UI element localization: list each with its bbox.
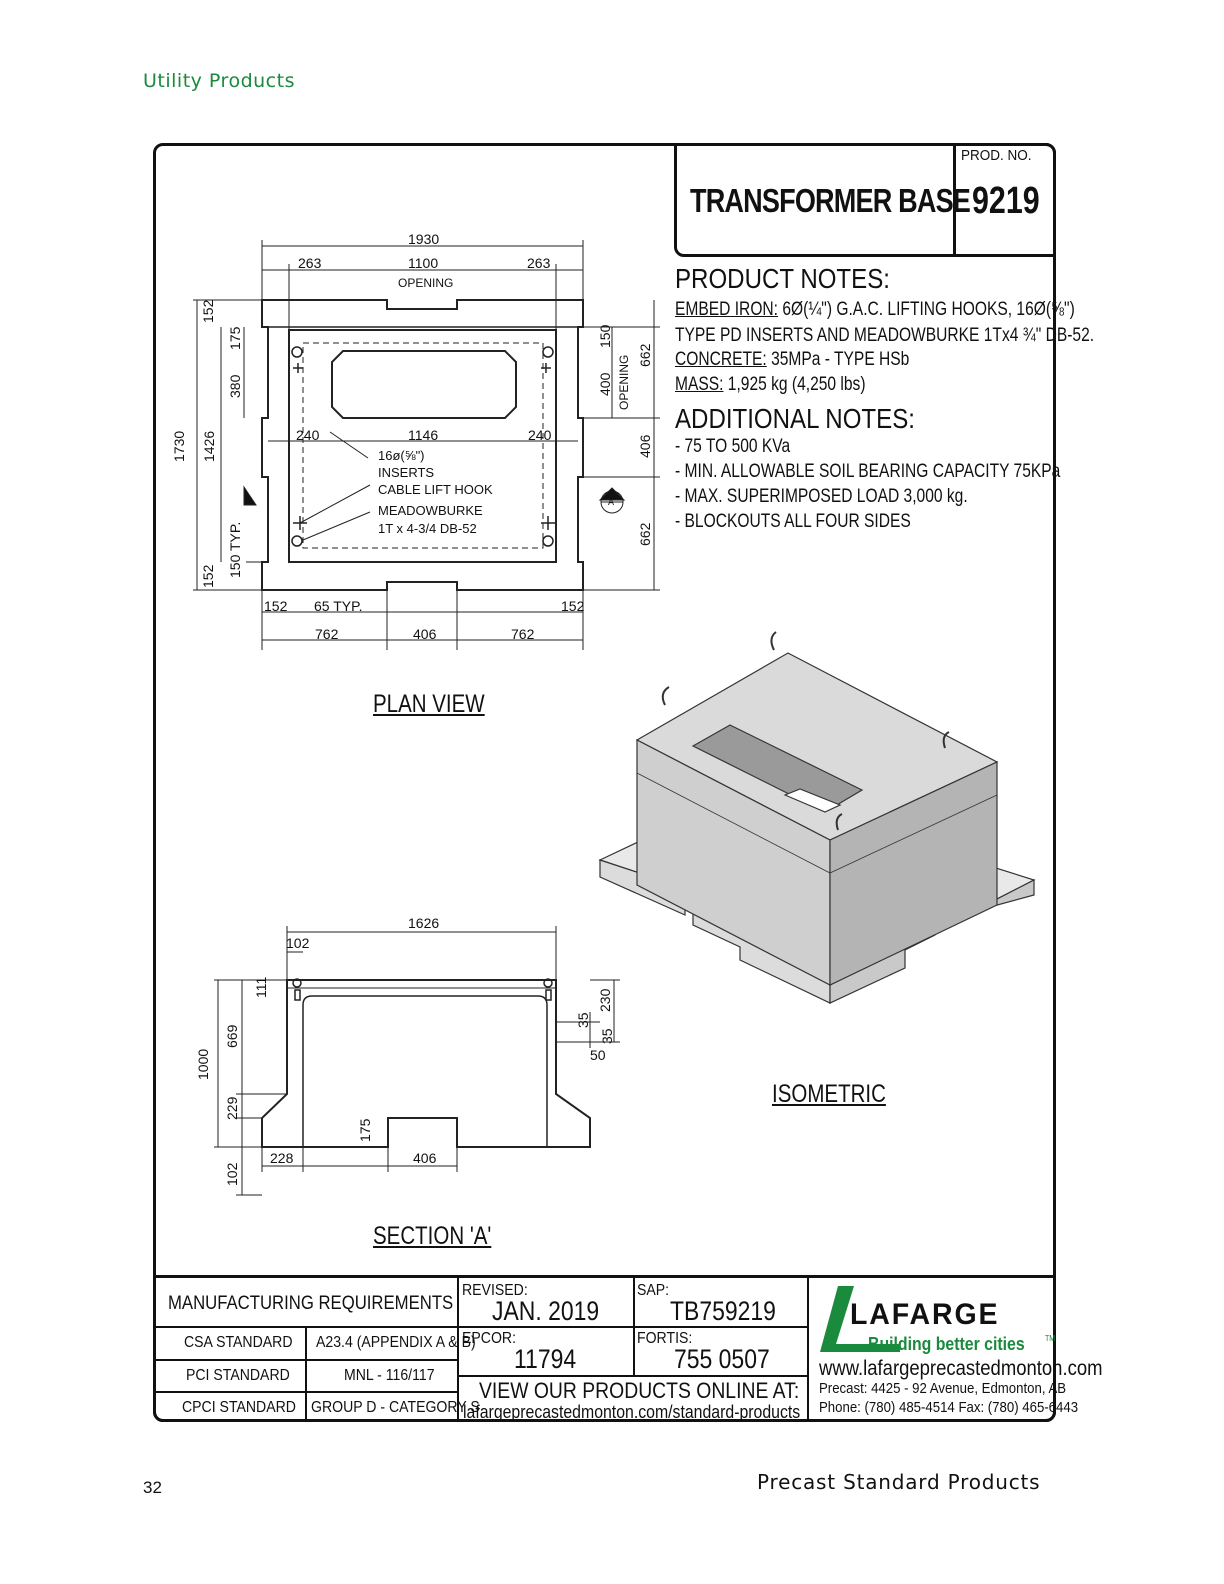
section-outline <box>262 980 590 1147</box>
dim-175: 175 <box>227 326 243 350</box>
isometric-view <box>600 632 1034 1003</box>
sap-label: SAP: <box>637 1282 670 1299</box>
dim-102: 102 <box>224 1162 240 1186</box>
additional-note: - MIN. ALLOWABLE SOIL BEARING CAPACITY 75KPa <box>675 461 1061 482</box>
dim-opening: OPENING <box>398 276 454 290</box>
insert-icon <box>292 536 302 546</box>
plan-opening <box>332 351 516 418</box>
callout-insert-size: 16ø(⅝") <box>378 448 425 463</box>
pci-value: MNL - 116/117 <box>344 1367 435 1384</box>
dim-406: 406 <box>637 434 653 458</box>
fortis-label: FORTIS: <box>637 1330 693 1347</box>
additional-notes-heading: ADDITIONAL NOTES: <box>675 403 915 434</box>
epcor-label: EPCOR: <box>462 1330 516 1347</box>
dim-150-typ: 150 TYP. <box>227 521 243 578</box>
dim-263: 263 <box>527 255 551 271</box>
dim-400: 400 <box>597 372 613 396</box>
drawing-title: TRANSFORMER BASE <box>690 182 971 219</box>
address: Precast: 4425 - 92 Avenue, Edmonton, AB <box>819 1380 1067 1397</box>
product-notes-heading: PRODUCT NOTES: <box>675 263 890 294</box>
callout-inserts: INSERTS <box>378 465 435 480</box>
dim-35: 35 <box>599 1028 615 1044</box>
dim-152: 152 <box>264 598 288 614</box>
brand-tagline: Building better cities <box>868 1334 1025 1354</box>
dim-762: 762 <box>315 626 339 642</box>
dim-662: 662 <box>637 343 653 367</box>
prod-no-label: PROD. NO. <box>961 147 1032 164</box>
cpci-value: GROUP D - CATEGORY S <box>311 1399 480 1416</box>
fortis-value: 755 0507 <box>674 1344 770 1374</box>
footer-table <box>153 1275 1103 1422</box>
dim-669: 669 <box>224 1024 240 1048</box>
hook-icon <box>293 363 303 373</box>
dim-406: 406 <box>413 626 437 642</box>
dim-65-typ: 65 TYP. <box>314 598 363 614</box>
dim-102: 102 <box>286 935 310 951</box>
dim-263: 263 <box>298 255 322 271</box>
cpci-label: CPCI STANDARD <box>182 1399 296 1416</box>
dim-240: 240 <box>528 427 552 443</box>
additional-note: - 75 TO 500 KVa <box>675 436 791 457</box>
dim-1426: 1426 <box>201 430 217 462</box>
dim-152: 152 <box>200 564 216 588</box>
embed-iron-text-2: TYPE PD INSERTS AND MEADOWBURKE 1Tx4 ¾" DB-52. <box>675 325 1095 346</box>
epcor-value: 11794 <box>514 1344 577 1374</box>
dim-150: 150 <box>597 324 613 348</box>
csa-label: CSA STANDARD <box>184 1334 293 1351</box>
dim-380: 380 <box>227 374 243 398</box>
section-header: Utility Products <box>143 70 295 92</box>
isometric-label: ISOMETRIC <box>772 1080 886 1108</box>
dim-1626: 1626 <box>408 915 440 931</box>
sap-value: TB759219 <box>670 1296 776 1326</box>
dim-1000: 1000 <box>195 1048 211 1080</box>
concrete-text: 35MPa - TYPE HSb <box>766 349 910 370</box>
additional-note: - BLOCKOUTS ALL FOUR SIDES <box>675 511 911 532</box>
section-a-label: SECTION 'A' <box>373 1222 492 1250</box>
brand-name: LAFARGE <box>850 1298 1000 1331</box>
csa-value: A23.4 (APPENDIX A & B) <box>316 1334 476 1351</box>
lift-hook-icon <box>771 632 776 650</box>
lift-hook-icon <box>663 687 669 705</box>
section-inner <box>303 996 547 1147</box>
insert-icon <box>295 990 300 1000</box>
dim-1730: 1730 <box>171 430 187 462</box>
insert-icon <box>546 990 551 1000</box>
callout-cable-lift-hook: CABLE LIFT HOOK <box>378 482 493 497</box>
mass-label: MASS: <box>675 374 724 395</box>
dim-152: 152 <box>561 598 585 614</box>
dim-111: 111 <box>253 976 269 998</box>
dim-opening-v: OPENING <box>617 354 631 410</box>
prod-no: 9219 <box>972 180 1040 222</box>
revised-value: JAN. 2019 <box>492 1296 600 1326</box>
insert-icon <box>543 347 553 357</box>
dim-35: 35 <box>575 1012 591 1028</box>
concrete-label: CONCRETE: <box>675 349 767 370</box>
phone-fax: Phone: (780) 485-4514 Fax: (780) 465-6443 <box>819 1399 1079 1416</box>
brand-tm: TM <box>1045 1334 1056 1343</box>
callout-meadowburke-size: 1T x 4-3/4 DB-52 <box>378 521 477 536</box>
dim-1146: 1146 <box>408 427 439 443</box>
dim-406: 406 <box>413 1150 437 1166</box>
dim-229: 229 <box>224 1096 240 1120</box>
embed-iron-label: EMBED IRON: <box>675 299 779 320</box>
dim-1100: 1100 <box>408 255 439 271</box>
plan-view-label: PLAN VIEW <box>373 690 485 718</box>
section-mark-letter: A <box>608 497 615 507</box>
insert-icon <box>292 347 302 357</box>
footer-title: Precast Standard Products <box>757 1470 1041 1494</box>
standard-products-link[interactable]: lafargeprecastedmonton.com/standard-products <box>463 1402 801 1422</box>
dim-240: 240 <box>296 427 320 443</box>
dim-1930: 1930 <box>408 231 440 247</box>
dim-228: 228 <box>270 1150 294 1166</box>
dim-762: 762 <box>511 626 535 642</box>
callout-meadowburke: MEADOWBURKE <box>378 503 483 518</box>
mfg-requirements: MANUFACTURING REQUIREMENTS <box>168 1293 454 1314</box>
pci-label: PCI STANDARD <box>186 1367 290 1384</box>
page-number: 32 <box>143 1478 162 1497</box>
revised-label: REVISED: <box>462 1282 528 1299</box>
dim-175: 175 <box>357 1118 373 1142</box>
hook-icon <box>293 516 307 530</box>
dim-152: 152 <box>200 299 216 323</box>
additional-note: - MAX. SUPERIMPOSED LOAD 3,000 kg. <box>675 486 968 507</box>
dim-50: 50 <box>590 1047 606 1063</box>
dim-662: 662 <box>637 522 653 546</box>
view-online: VIEW OUR PRODUCTS ONLINE AT: <box>479 1378 800 1403</box>
embed-iron-text: 6Ø(¼") G.A.C. LIFTING HOOKS, 16Ø(⅝") <box>778 299 1075 320</box>
dim-230: 230 <box>597 988 613 1012</box>
website[interactable]: www.lafargeprecastedmonton.com <box>819 1357 1103 1380</box>
mass-text: 1,925 kg (4,250 lbs) <box>723 374 866 395</box>
insert-icon <box>543 536 553 546</box>
section-arrow-left <box>244 487 256 505</box>
